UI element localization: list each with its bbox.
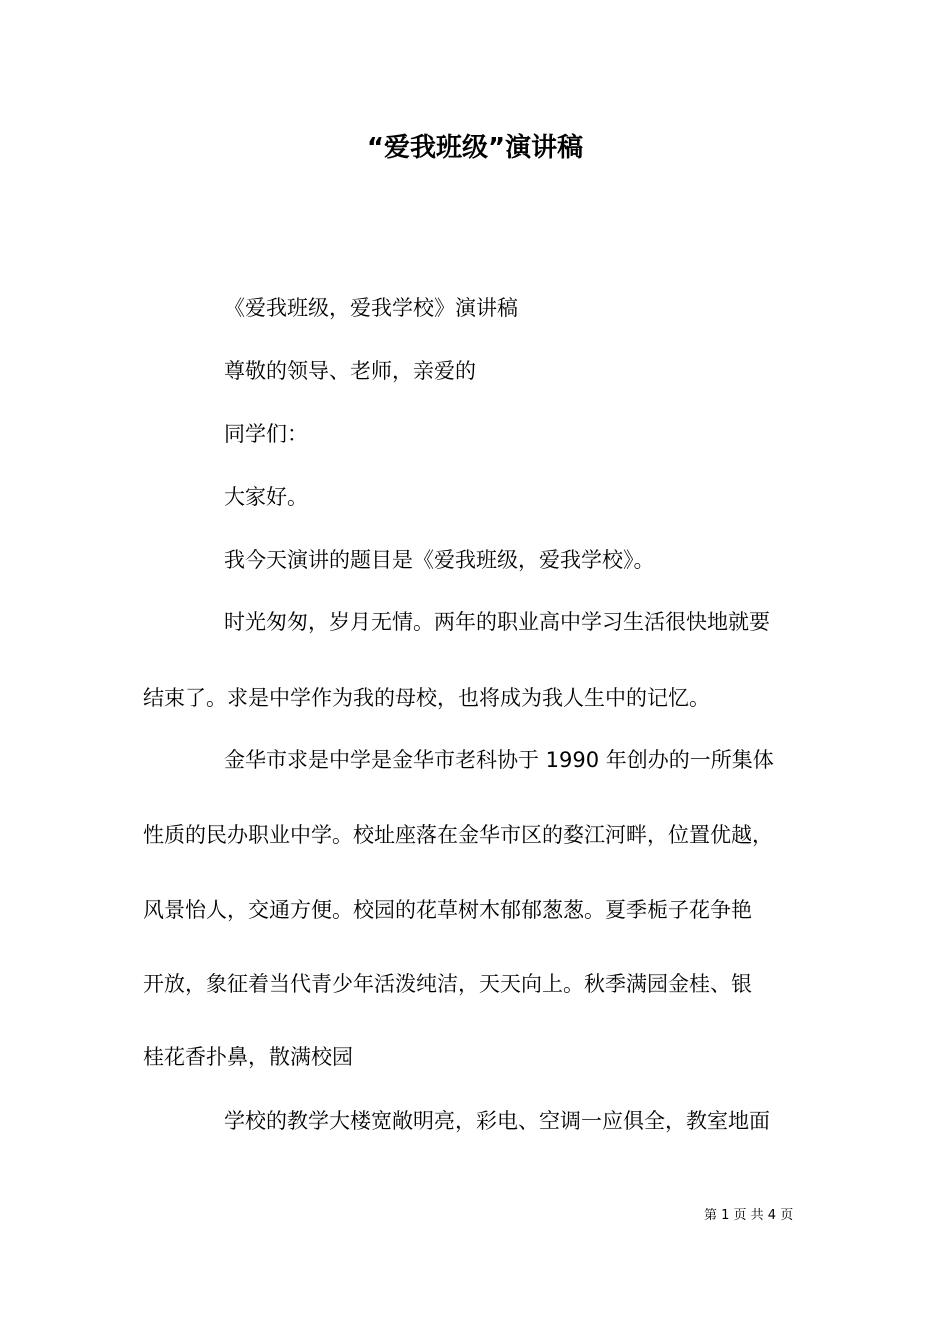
paragraph-line: 时光匆匆，岁月无情。两年的职业高中学习生活很快地就要 xyxy=(224,610,770,634)
paragraph-line: 大家好。 xyxy=(224,485,308,509)
paragraph-line: 学校的教学大楼宽敞明亮，彩电、空调一应俱全，教室地面 xyxy=(224,1109,770,1133)
paragraph-line: 金华市求是中学是金华市老科协于 1990 年创办的一所集体 xyxy=(224,748,774,772)
document-title: “爱我班级”演讲稿 xyxy=(366,133,584,163)
paragraph-line: 我今天演讲的题目是《爱我班级，爱我学校》。 xyxy=(224,548,655,572)
paragraph-line: 桂花香扑鼻，散满校园 xyxy=(143,1045,353,1069)
paragraph-line: 开放，象征着当代青少年活泼纯洁，天天向上。秋季满园金桂、银 xyxy=(143,972,752,996)
paragraph-line: 性质的民办职业中学。校址座落在金华市区的婺江河畔，位置优越， xyxy=(143,823,773,847)
paragraph-line: 《爱我班级，爱我学校》演讲稿 xyxy=(224,296,518,320)
paragraph-line: 结束了。求是中学作为我的母校，也将成为我人生中的记忆。 xyxy=(143,686,710,710)
paragraph-line: 同学们： xyxy=(224,422,308,446)
paragraph-line: 风景怡人，交通方便。校园的花草树木郁郁葱葱。夏季栀子花争艳 xyxy=(143,898,752,922)
paragraph-line: 尊敬的领导、老师，亲爱的 xyxy=(224,359,476,383)
page-number-footer: 第 1 页 共 4 页 xyxy=(704,1208,794,1223)
